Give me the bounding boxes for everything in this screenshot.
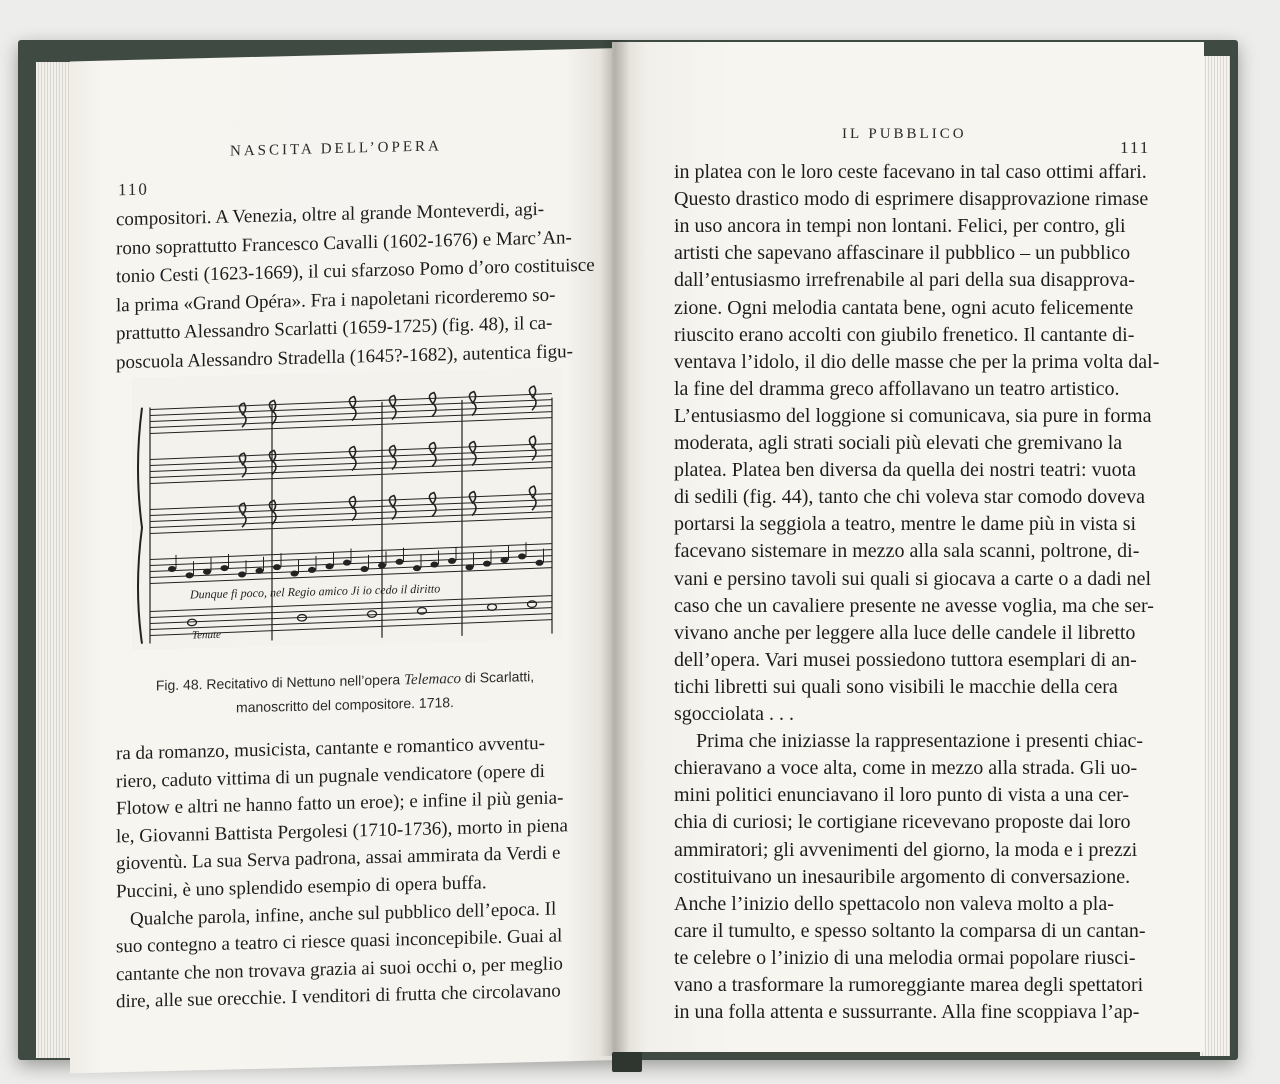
text-line: la prima «Grand Opéra». Fra i napoletani ricorderemo so-	[116, 284, 556, 316]
text-line: riero, caduto vittima di un pugnale vendicatore (opere di	[116, 760, 545, 792]
text-line: compositori. A Venezia, oltre al grande Monteverdi, agi-	[116, 198, 545, 231]
text-line: platea. Platea ben diversa da quella dei nostri teatri: vuota	[674, 459, 1137, 482]
text-line: moderata, agli strati sociali più elevati che gremivano la	[674, 432, 1123, 454]
text-line: in platea con le loro ceste facevano in tal caso ottimi affari.	[674, 161, 1147, 183]
text-line: ammiratori; gli avvenimenti del giorno, la moda e i prezzi	[674, 838, 1138, 861]
text-line: di sedili (fig. 44), tanto che chi voleva star comodo doveva	[674, 486, 1145, 509]
text-line: chieravano a voce alta, come in mezzo alla strada. Gli uo-	[674, 757, 1138, 780]
page-edges-right	[1200, 56, 1230, 1056]
score-image	[132, 367, 562, 650]
text-line: riuscito erano accolti con giubilo frenetico. Il cantante di-	[674, 323, 1135, 346]
text-line: cantante che non trovava grazia ai suoi occhi o, per meglio	[116, 953, 563, 986]
text-line: care il tumulto, e spesso soltanto la comparsa di un cantan-	[674, 919, 1146, 942]
left-page-number: 110	[118, 179, 149, 200]
text-line: in una folla attenta e sussurrante. Alla fine scoppiava l’ap-	[674, 1001, 1140, 1024]
spine-bottom	[612, 1052, 642, 1072]
text-line: le, Giovanni Battista Pergolesi (1710-1736), morto in piena	[116, 815, 568, 848]
left-running-head: NASCITA DELL’OPERA	[230, 138, 442, 160]
text-line: ventava l’idolo, il dio delle masse che per la prima volta dal-	[674, 350, 1160, 373]
book-gutter	[600, 40, 630, 1056]
text-line: gioventù. La sua Serva padrona, assai ammirata da Verdi e	[116, 842, 561, 875]
caption-suffix: di Scarlatti,	[464, 668, 535, 686]
text-line: te celebre o l’inizio di una melodia ormai popolare riusci-	[674, 946, 1136, 969]
manuscript-bass-word: Tenute	[192, 628, 221, 642]
text-line: L’entusiasmo del loggione si comunicava, sia pure in forma	[674, 404, 1152, 427]
left-page	[70, 48, 620, 1073]
figure-caption-line2: manoscritto del compositore. 1718.	[236, 694, 454, 716]
manuscript-underlay: Dunque fi poco, nel Regio amico Ji io cedo il diritto	[190, 581, 441, 602]
text-line: poscuola Alessandro Stradella (1645?-1682), autentica figu-	[116, 340, 573, 373]
text-line: ra da romanzo, musicista, cantante e romantico avventu-	[116, 732, 545, 765]
text-line: Flotow e altri ne hanno fatto un eroe); e infine il più genia-	[116, 787, 564, 820]
text-line: zione. Ogni melodia cantata bene, ogni acuto felicemente	[674, 296, 1134, 319]
text-line: facevano sistemare in mezzo alla sala scanni, poltrone, di-	[674, 540, 1140, 563]
text-line: vani e persino tavoli sui quali si giocava a carte o a dadi nel	[674, 567, 1152, 590]
text-line: Prima che iniziasse la rappresentazione i presenti chiac-	[696, 730, 1144, 753]
text-line: sgocciolata . . .	[674, 703, 794, 725]
text-line: tonio Cesti (1623-1669), il cui sfarzoso Pomo d’oro costituisce	[116, 254, 595, 288]
text-line: suo contegno a teatro ci riesce quasi inconcepibile. Guai al	[116, 925, 563, 958]
right-page	[612, 42, 1204, 1052]
text-line: la fine del dramma greco affollavano un teatro artistico.	[674, 377, 1120, 400]
text-line: prattutto Alessandro Scarlatti (1659-1725) (fig. 48), il ca-	[116, 312, 553, 345]
text-line: dell’opera. Vari musei possiedono tuttora esemplari di an-	[674, 648, 1137, 671]
text-line: dire, alle sue orecchie. I venditori di frutta che circolavano	[116, 980, 561, 1013]
text-line: Anche l’inizio dello spettacolo non valeva molto a pla-	[674, 892, 1114, 915]
right-running-head: IL PUBBLICO	[842, 126, 967, 142]
text-line: vivano anche per leggere alla luce delle candele il libretto	[674, 621, 1136, 644]
text-line: Qualche parola, infine, anche sul pubblico dell’epoca. Il	[130, 898, 557, 930]
text-line: costituivano un inesauribile argomento di conversazione.	[674, 865, 1131, 888]
text-line: Puccini, è uno splendido esempio di opera buffa.	[116, 872, 487, 903]
right-page-number: 111	[1120, 138, 1151, 157]
text-line: rono soprattutto Francesco Cavalli (1602-1676) e Marc’An-	[116, 226, 572, 259]
text-line: tichi libretti sui quali sono visibili le macchie della cera	[674, 675, 1118, 698]
music-manuscript-figure	[132, 367, 562, 650]
text-line: artisti che sapevano affascinare il pubblico – un pubblico	[674, 242, 1131, 265]
text-line: portarsi la seggiola a teatro, mentre le dame più in vista si	[674, 513, 1137, 536]
text-line: chia di curiosi; le cortigiane ricevevano proposte dai loro	[674, 811, 1131, 834]
text-line: caso che un cavaliere presente ne avesse voglia, ma che ser-	[674, 594, 1154, 617]
text-line: in uso ancora in tempi non lontani. Felici, per contro, gli	[674, 215, 1126, 238]
text-line: vano a trasformare la rumoreggiante marea degli spettatori	[674, 974, 1144, 996]
text-line: mini politici enunciavano il loro punto di vista a una cer-	[674, 784, 1130, 807]
text-line: dall’entusiasmo irrefrenabile al pari della sua disapprova-	[674, 269, 1135, 292]
text-line: Questo drastico modo di esprimere disapprovazione rimase	[674, 188, 1149, 211]
caption-opera-title: Telemaco	[404, 670, 462, 689]
caption-prefix: Fig. 48. Recitativo di Nettuno nell’opera	[155, 671, 401, 694]
